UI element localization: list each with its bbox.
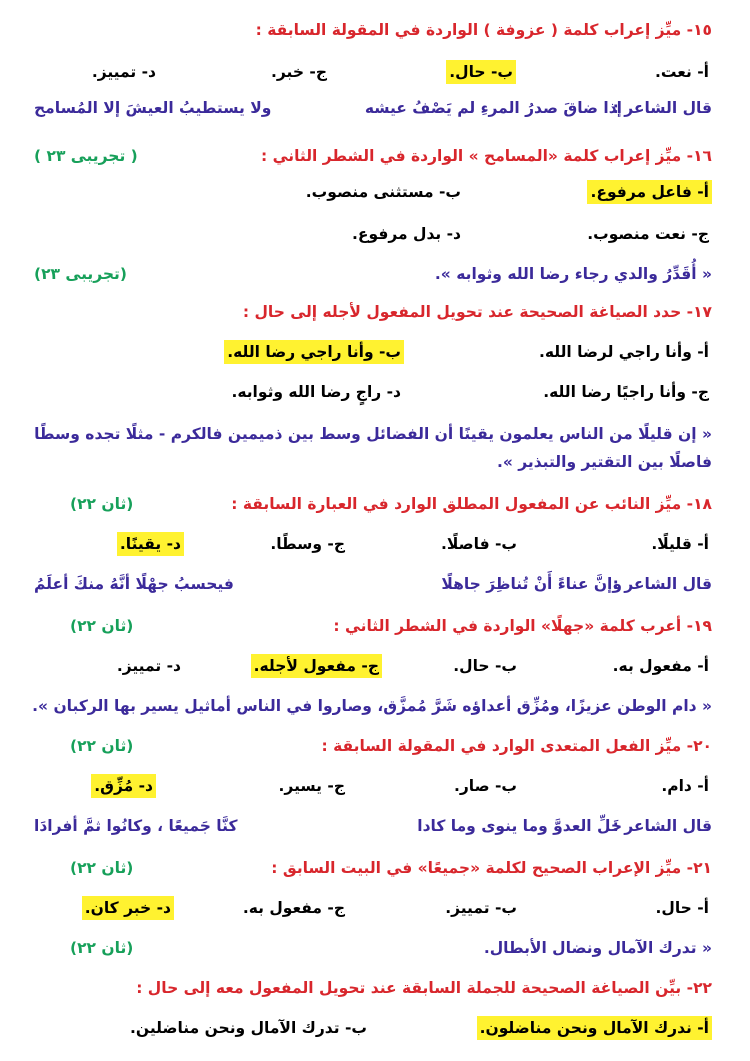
q19-option-c-correct[interactable]: ج- مفعول لأجله. xyxy=(251,654,382,678)
q15-option-d[interactable]: د- تمييز. xyxy=(91,63,156,81)
poem-2-first-hemistich: وإنَّ عناءً أَنْ تُناظِرَ جاهلًا xyxy=(441,575,622,593)
q21-option-b[interactable]: ب- تمييز. xyxy=(445,899,517,917)
question-16 xyxy=(34,144,712,168)
question-20-options xyxy=(34,774,712,800)
q18-option-b[interactable]: ب- فاصلًا. xyxy=(440,535,517,553)
question-16-title: ١٦- ميِّز إعراب كلمة «المسامح » الواردة في الشطر الثاني : xyxy=(260,147,712,165)
question-18 xyxy=(34,492,712,516)
q18-option-c[interactable]: ج- وسطًا. xyxy=(270,535,345,553)
question-19-title: ١٩- أعرب كلمة «جهلًا» الواردة في الشطر الثاني : xyxy=(333,617,712,635)
question-17-options-row2 xyxy=(34,380,712,406)
question-22-title: ٢٢- بيِّن الصياغة الصحيحة للجملة السابقة عند تحويل المفعول معه إلى حال : xyxy=(136,979,712,997)
question-17-title: ١٧- حدد الصياغة الصحيحة عند تحويل المفعول لأجله إلى حال : xyxy=(242,303,712,321)
poem-3-prefix: قال الشاعر : xyxy=(612,817,712,835)
quote-2-line-1: « إن قليلًا من الناس يعلمون يقينًا أن الفضائل وسط بين ذميمين فالكرم - مثلًا تجده وسطًا xyxy=(34,425,712,443)
q21-option-c[interactable]: ج- مفعول به. xyxy=(242,899,345,917)
question-22-options xyxy=(34,1016,712,1042)
question-21-options xyxy=(34,896,712,922)
q17-option-b-correct[interactable]: ب- وأنا راجي رضا الله. xyxy=(224,340,404,364)
q21-option-a[interactable]: أ- حال. xyxy=(655,899,709,917)
q22-option-a-correct[interactable]: أ- ندرك الآمال ونحن مناضلون. xyxy=(477,1016,712,1040)
quote-4-tag: (ثان ٢٢) xyxy=(70,939,134,957)
quote-1-text: « أُقَدِّرُ والدي رجاء رضا الله وثوابه ». xyxy=(434,265,712,283)
q21-option-d-correct[interactable]: د- خبر كان. xyxy=(82,896,174,920)
poem-2-second-hemistich: فيحسبُ جهْلًا أنَّهُ منكَ أعلَمُ xyxy=(34,575,234,593)
question-16-options-row2 xyxy=(34,222,712,248)
poem-1-prefix: قال الشاعر : xyxy=(612,99,712,117)
q15-option-c[interactable]: ج- خبر. xyxy=(270,63,327,81)
poem-2 xyxy=(34,572,712,596)
q16-option-c[interactable]: ج- نعت منصوب. xyxy=(587,225,709,243)
question-16-options-row1 xyxy=(34,180,712,206)
poem-3-first-hemistich: خَلِّ العدوَّ وما ينوى وما كادا xyxy=(417,817,622,835)
question-20-title: ٢٠- ميِّز الفعل المتعدى الوارد في المقولة السابقة : xyxy=(321,737,712,755)
q19-option-b[interactable]: ب- حال. xyxy=(453,657,517,675)
poem-1-second-hemistich: ولا يستطيبُ العيشَ إلا المُسامح xyxy=(34,99,272,117)
q15-option-a[interactable]: أ- نعت. xyxy=(654,63,709,81)
question-19-options xyxy=(34,654,712,680)
quote-1-tag: (تجريبى ٢٣) xyxy=(34,265,127,283)
question-19 xyxy=(34,614,712,638)
q20-option-d-correct[interactable]: د- مُزِّق. xyxy=(91,774,156,798)
q16-option-a-correct[interactable]: أ- فاعل مرفوع. xyxy=(587,180,712,204)
q20-option-a[interactable]: أ- دام. xyxy=(661,777,709,795)
q20-option-b[interactable]: ب- صار. xyxy=(453,777,517,795)
quote-2-line-2: فاصلًا بين التقتير والتبذير ». xyxy=(496,453,712,471)
question-18-tag: (ثان ٢٢) xyxy=(70,495,134,513)
quote-4 xyxy=(34,936,712,960)
poem-1-first-hemistich: إذا ضاقَ صدرُ المرءِ لم يَصْفُ عيشه xyxy=(364,99,622,117)
q18-option-d-correct[interactable]: د- يقينًا. xyxy=(117,532,184,556)
q15-option-b-correct[interactable]: ب- حال. xyxy=(446,60,516,84)
q17-option-d[interactable]: د- راجٍ رضا الله وثوابه. xyxy=(231,383,401,401)
question-21-tag: (ثان ٢٢) xyxy=(70,859,134,877)
quote-4-text: « تدرك الآمال ونضال الأبطال. xyxy=(483,939,712,957)
q22-option-b[interactable]: ب- تدرك الآمال ونحن مناضلين. xyxy=(129,1019,367,1037)
quote-1 xyxy=(34,262,712,286)
q17-option-a[interactable]: أ- وأنا راجي لرضا الله. xyxy=(538,343,709,361)
question-17-options-row1 xyxy=(34,340,712,366)
poem-1 xyxy=(34,96,712,120)
question-21-title: ٢١- ميِّز الإعراب الصحيح لكلمة «جميعًا» في البيت السابق : xyxy=(271,859,712,877)
question-19-tag: (ثان ٢٢) xyxy=(70,617,134,635)
poem-3-second-hemistich: كنَّا جَميعًا ، وكانُوا ثمَّ أفرادَا xyxy=(34,817,238,835)
q20-option-c[interactable]: ج- يسير. xyxy=(278,777,345,795)
quote-3-text: « دام الوطن عزيزًا، ومُزِّق أعداؤه شَرَّ مُمزَّق، وصاروا في الناس أماثيل يسير بها الركبان ». xyxy=(32,697,712,715)
q16-option-b[interactable]: ب- مستثنى منصوب. xyxy=(305,183,461,201)
poem-3 xyxy=(34,814,712,838)
question-18-options xyxy=(34,532,712,558)
question-20-tag: (ثان ٢٢) xyxy=(70,737,134,755)
question-18-title: ١٨- ميِّز النائب عن المفعول المطلق الوارد في العبارة السابقة : xyxy=(231,495,712,513)
q17-option-c[interactable]: ج- وأنا راجيًا رضا الله. xyxy=(543,383,709,401)
q18-option-a[interactable]: أ- قليلًا. xyxy=(651,535,709,553)
question-15-options xyxy=(34,60,712,86)
question-16-tag: ( تجريبى ٢٣ ) xyxy=(34,147,138,165)
question-20 xyxy=(34,734,712,758)
q16-option-d[interactable]: د- بدل مرفوع. xyxy=(352,225,461,243)
question-21 xyxy=(34,856,712,880)
poem-2-prefix: قال الشاعر : xyxy=(612,575,712,593)
q19-option-d[interactable]: د- تمييز. xyxy=(116,657,181,675)
q19-option-a[interactable]: أ- مفعول به. xyxy=(612,657,709,675)
question-15-title: ١٥- ميِّز إعراب كلمة ( عزوفة ) الواردة في المقولة السابقة : xyxy=(255,21,712,39)
